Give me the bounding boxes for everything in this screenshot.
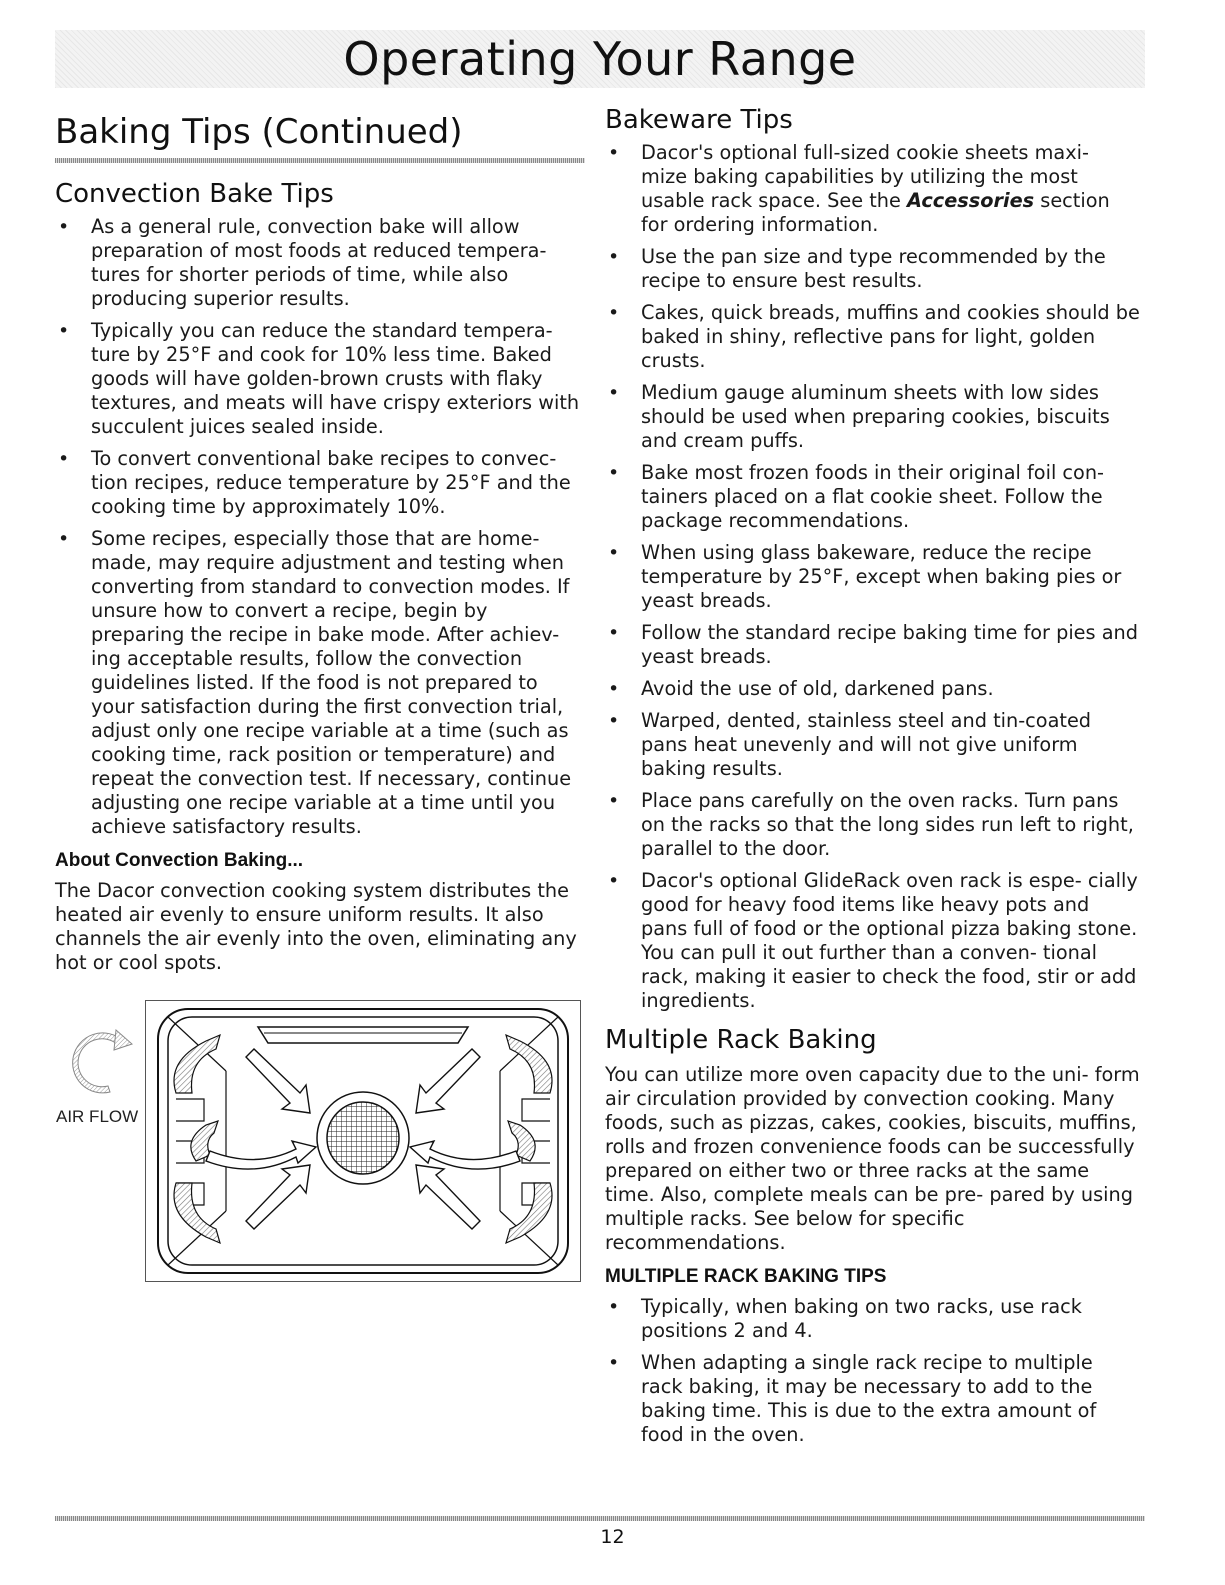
- multiple-rack-tips-list: [605, 1295, 1140, 1447]
- multiple-rack-tips-heading: MULTIPLE RACK BAKING TIPS: [605, 1266, 887, 1287]
- list-item: • Bake most frozen foods in their original foil con- tainers placed on a flat cookie sheet. Follow the package recommendations.: [605, 461, 1140, 533]
- air-flow-icon: [60, 1022, 140, 1102]
- air-flow-label: AIR FLOW: [56, 1107, 139, 1126]
- oven-diagram-svg: [146, 1001, 580, 1281]
- list-item: • Warped, dented, stainless steel and tin-coated pans heat unevenly and will not give uniform baking results.: [605, 709, 1140, 781]
- accessories-reference: Accessories: [907, 189, 1035, 212]
- bakeware-tips-list: [605, 141, 1140, 1013]
- about-convection-text: The Dacor convection cooking system distributes the heated air evenly to ensure uniform results. It also channels the air evenly into the oven, eliminating any hot or cool spots.: [55, 879, 577, 974]
- list-item: • Dacor's optional GlideRack oven rack is espe- cially good for heavy food items like heavy pots and pans full of food or the optional pizza baking stone. You can pull it out further than a conven- tional rack, making it easier to check the food, stir or add ingredients.: [605, 869, 1140, 1013]
- list-item: • As a general rule, convection bake will allow preparation of most foods at reduced tempera- tures for shorter periods of time, while also producing superior results.: [55, 215, 585, 311]
- convection-tips-list: [55, 215, 585, 839]
- page-title: Operating Your Range: [343, 32, 857, 86]
- list-item: [605, 141, 1140, 237]
- list-item: • When using glass bakeware, reduce the recipe temperature by 25°F, except when baking pies or yeast breads.: [605, 541, 1140, 613]
- list-item: • Cakes, quick breads, muffins and cookies should be baked in shiny, reflective pans for light, golden crusts.: [605, 301, 1140, 373]
- list-item: • Place pans carefully on the oven racks. Turn pans on the racks so that the long sides run left to right, parallel to the door.: [605, 789, 1140, 861]
- bakeware-first-text: Dacor's optional full-sized cookie sheets maxi- mize baking capabilities by utilizing the most usable rack space. See the: [641, 141, 1089, 212]
- list-item: • Medium gauge aluminum sheets with low sides should be used when preparing cookies, biscuits and cream puffs.: [605, 381, 1140, 453]
- oven-airflow-diagram: [145, 1000, 581, 1282]
- list-item: • Use the pan size and type recommended by the recipe to ensure best results.: [605, 245, 1140, 293]
- list-item: • When adapting a single rack recipe to multiple rack baking, it may be necessary to add to the baking time. This is due to the extra amount of food in the oven.: [605, 1351, 1140, 1447]
- page-number: 12: [600, 1526, 625, 1548]
- list-item: • Follow the standard recipe baking time for pies and yeast breads.: [605, 621, 1140, 669]
- multiple-rack-text: You can utilize more oven capacity due to the uni- form air circulation provided by convection cooking. Many foods, such as pizzas, cakes, cookies, biscuits, muffins, rolls and frozen convenience foods can be successfully prepared on either two or three racks at the same time. Also, complete meals can be pre- pared by using multiple racks. See below for specific recommendations.: [605, 1063, 1140, 1254]
- page-banner: [55, 30, 1145, 88]
- list-item: • Typically you can reduce the standard tempera- ture by 25°F and cook for 10% less time. Baked goods will have golden-brown crusts with flaky textures, and meats will have crispy exteriors with succulent juices sealed inside.: [55, 319, 585, 439]
- list-item: • Some recipes, especially those that are home- made, may require adjustment and testing when converting from standard to convection modes. If unsure how to convert a recipe, begin by preparing the recipe in bake mode. After achiev- ing acceptable results, follow the convection guidelines listed. If the food is not prepared to your satisfaction during the first convection trial, adjust only one recipe variable at a time (such as cooking time, rack position or temperature) and repeat the convection test. If necessary, continue adjusting one recipe variable at a time until you achieve satisfactory results.: [55, 527, 585, 839]
- subsection-title-convection: Convection Bake Tips: [55, 179, 334, 209]
- footer-divider: [55, 1516, 1145, 1521]
- subsection-title-multiple-rack: Multiple Rack Baking: [605, 1025, 877, 1055]
- top-vent: [258, 1027, 468, 1043]
- list-item: • Avoid the use of old, darkened pans.: [605, 677, 1140, 701]
- about-convection-heading: About Convection Baking...: [55, 850, 304, 871]
- list-item: • Typically, when baking on two racks, use rack positions 2 and 4.: [605, 1295, 1140, 1343]
- right-column: [605, 103, 1140, 1455]
- list-item: • To convert conventional bake recipes to convec- tion recipes, reduce temperature by 25°F and the cooking time by approximately 10%.: [55, 447, 585, 519]
- section-title-baking-tips: Baking Tips (Continued): [55, 112, 463, 152]
- left-column: [55, 110, 585, 975]
- bakeware-first-text-end: section for ordering information.: [641, 189, 1110, 236]
- subsection-title-bakeware: Bakeware Tips: [605, 105, 793, 135]
